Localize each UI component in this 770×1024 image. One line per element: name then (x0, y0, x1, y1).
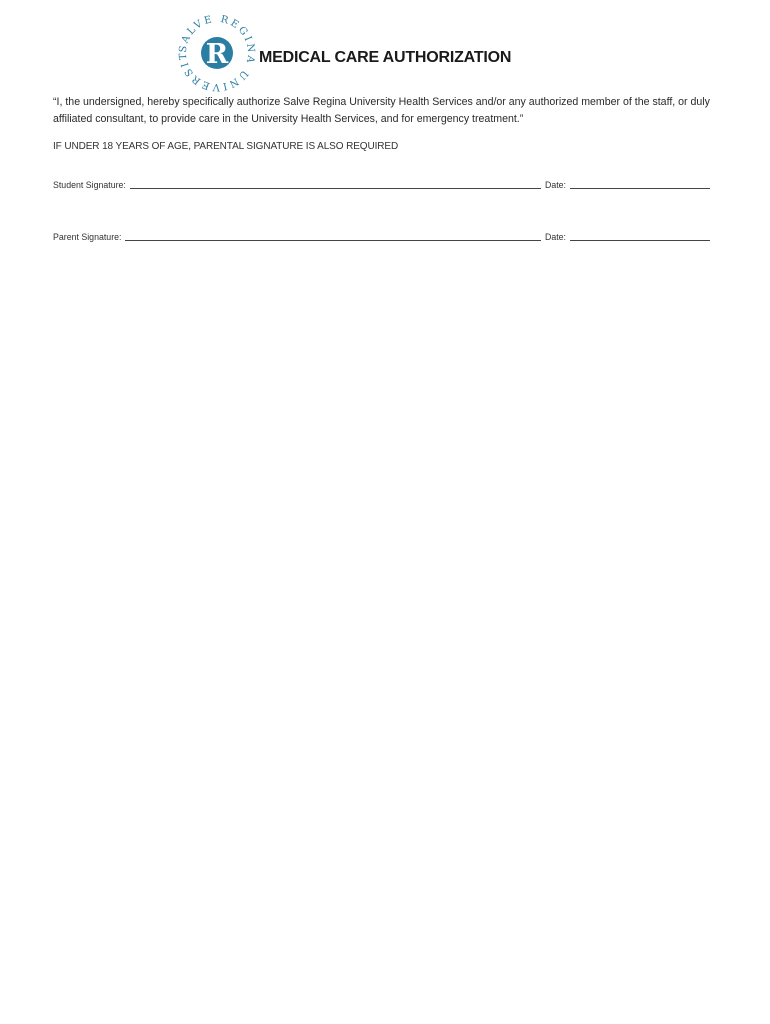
parent-signature-label: Parent Signature: (53, 232, 122, 242)
monogram-letter: R (205, 39, 229, 70)
logo-ring-text: SALVE REGINA UNIVERSIT (178, 14, 256, 92)
university-logo (178, 14, 256, 92)
student-signature-label: Student Signature: (53, 180, 126, 190)
salve-regina-seal-icon (178, 14, 256, 92)
parent-date-line[interactable] (570, 232, 710, 241)
authorization-statement: “I, the undersigned, hereby specifically authorize Salve Regina University Health Services and/or any authorized member of the staff, or duly affiliated consultant, to provide care in the University Health Services, and for emergency treatment.” (53, 96, 710, 125)
student-date-line[interactable] (570, 180, 710, 189)
parent-date-label: Date: (544, 232, 566, 242)
parent-signature-row (53, 231, 710, 242)
parent-signature-line[interactable] (125, 232, 541, 241)
student-signature-line[interactable] (130, 180, 541, 189)
student-signature-row (53, 179, 710, 190)
parental-signature-notice: IF UNDER 18 YEARS OF AGE, PARENTAL SIGNATURE IS ALSO REQUIRED (53, 141, 399, 152)
student-date-label: Date: (544, 180, 566, 190)
form-title: MEDICAL CARE AUTHORIZATION (259, 49, 512, 66)
